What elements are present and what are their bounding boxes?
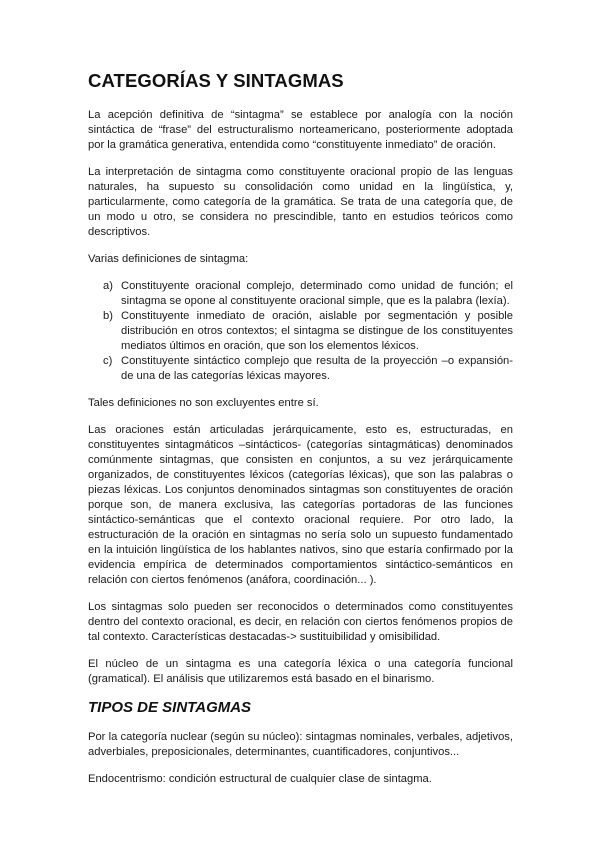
definition-marker: c) xyxy=(103,355,113,367)
paragraph-intro-1: La acepción definitiva de “sintagma” se establece por analogía con la noción sintáctica de “frase” del estructuralismo norteamericano, posteriormente adoptada por la gramática generativa, entendida como “constituyente inmediato” de oración. xyxy=(88,109,513,151)
definition-marker: a) xyxy=(103,280,113,292)
definition-item-a xyxy=(103,279,513,309)
definition-item-b xyxy=(103,309,513,354)
definition-text: Constituyente sintáctico complejo que resulta de la proyección –o expansión- de una de las categorías léxicas mayores. xyxy=(121,355,513,382)
paragraph-types-2: Endocentrismo: condición estructural de cualquier clase de sintagma. xyxy=(88,773,432,785)
paragraph-intro-2: La interpretación de sintagma como constituyente oracional propio de las lenguas naturales, ha supuesto su consolidación como unidad en la lingüística, y, particularmente, como categoría de la gramática. Se trata de una categoría que, de un modo u otro, se considera no prescindible, tanto en estudios teóricos como descriptivos. xyxy=(88,166,513,238)
paragraph-intro-3: Varias definiciones de sintagma: xyxy=(88,253,249,265)
definitions-list xyxy=(88,279,513,384)
section-subtitle: TIPOS DE SINTAGMAS xyxy=(88,699,252,716)
definition-item-c xyxy=(103,354,513,384)
page-title: CATEGORÍAS Y SINTAGMAS xyxy=(88,70,344,91)
definition-text: Constituyente inmediato de oración, aislable por segmentación y posible distribución en otros contextos; el sintagma se distingue de los constituyentes mediatos últimos en oración, que son los elementos léxicos. xyxy=(121,310,513,352)
paragraph-types-1: Por la categoría nuclear (según su núcleo): sintagmas nominales, verbales, adjetivos, adverbiales, preposicionales, determinantes, cuantificadores, conjuntivos... xyxy=(88,731,513,758)
paragraph-body-4: El núcleo de un sintagma es una categoría léxica o una categoría funcional (gramatical). El análisis que utilizaremos está basado en el binarismo. xyxy=(88,658,513,685)
paragraph-body-2: Las oraciones están articuladas jerárquicamente, esto es, estructuradas, en constituyentes sintagmáticos –sintácticos- (categorías sintagmáticas) denominados comúnmente sintagmas, que consisten en conjuntos, a su vez jerárquicamente organizados, de constituyentes léxicos (categorías léxicas), que son las palabras o piezas léxicas. Los conjuntos denominados sintagmas son constituyentes de oración porque son, de manera exclusiva, las categorías portadoras de las funciones sintáctico-semánticas que el contexto oracional requiere. Por otro lado, la estructuración de la oración en sintagmas no sería solo un supuesto fundamentado en la intuición lingüística de los hablantes nativos, sino que estaría confirmado por la evidencia empírica de determinados comportamientos sintáctico-semánticos en relación con ciertos fenómenos (anáfora, coordinación... ). xyxy=(88,424,513,586)
document-page xyxy=(88,70,513,799)
paragraph-body-3: Los sintagmas solo pueden ser reconocidos o determinados como constituyentes dentro del contexto oracional, es decir, en relación con ciertos fenómenos propios de tal contexto. Características destacadas-> sustituibilidad y omisibilidad. xyxy=(88,601,513,643)
definition-marker: b) xyxy=(103,310,113,322)
paragraph-body-1: Tales definiciones no son excluyentes entre sí. xyxy=(88,397,319,409)
definition-text: Constituyente oracional complejo, determinado como unidad de función; el sintagma se opone al constituyente oracional simple, que es la palabra (lexía). xyxy=(121,280,513,307)
